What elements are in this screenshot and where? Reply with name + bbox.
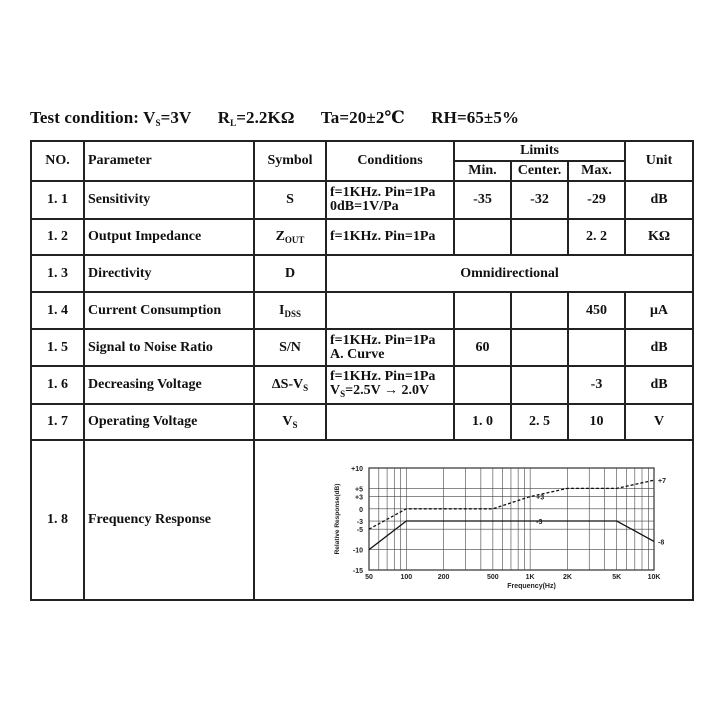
row-unit: V [625,404,693,440]
row-min: 1. 0 [454,404,511,440]
row-unit: dB [625,329,693,366]
y-tick-label: 0 [359,506,363,514]
frequency-response-chart [289,450,693,590]
x-tick-label: 1K [525,574,535,581]
y-tick-label: -5 [356,527,363,535]
row-symbol: S [254,181,326,219]
row-min [454,219,511,255]
row-parameter: Decreasing Voltage [84,366,254,404]
y-tick-label: -15 [352,568,363,575]
x-tick-label: 2K [562,574,572,581]
header-limits: Limits [454,141,625,161]
row-min: 60 [454,329,511,366]
test-condition-rh: RH=65±5% [431,108,520,127]
table-row [31,292,693,329]
row-min: -35 [454,181,511,219]
row-conditions [326,404,454,440]
row-parameter: Signal to Noise Ratio [84,329,254,366]
row-parameter: Output Impedance [84,219,254,255]
table-row [31,440,693,600]
row-parameter: Sensitivity [84,181,254,219]
test-condition [30,108,541,128]
row-center [511,366,568,404]
spec-table [30,140,694,601]
row-max: 450 [568,292,625,329]
row-max: 10 [568,404,625,440]
row-parameter: Operating Voltage [84,404,254,440]
header-no: NO. [31,141,84,181]
row-no: 1. 7 [31,404,84,440]
row-no: 1. 2 [31,219,84,255]
row-min [454,366,511,404]
header-conditions: Conditions [326,141,454,181]
row-symbol: $I_{DSS}$ [254,292,326,329]
row-parameter: Frequency Response [84,440,254,600]
mid-label-upper: +3 [536,494,545,502]
x-tick-label: 50 [365,574,373,581]
table-row [31,219,693,255]
row-directivity-value: Omnidirectional [326,255,693,292]
table-row [31,181,693,219]
row-conditions: f=1KHz. Pin=1Pa 0dB=1V/Pa [326,181,454,219]
header-center: Center. [511,161,568,181]
row-symbol: $\Delta S-V_S$ [254,366,326,404]
row-unit: dB [625,181,693,219]
row-unit: KΩ [625,219,693,255]
row-no: 1. 3 [31,255,84,292]
x-tick-label: 100 [400,574,413,581]
table-row [31,404,693,440]
table-row [31,255,693,292]
row-no: 1. 8 [31,440,84,600]
row-no: 1. 1 [31,181,84,219]
row-parameter: Directivity [84,255,254,292]
row-conditions: f=1KHz. Pin=1Pa [326,219,454,255]
row-min [454,292,511,329]
y-axis-label: Relative Response(dB) [334,483,341,555]
x-tick-label: 500 [487,574,499,581]
row-center: 2. 5 [511,404,568,440]
right-label-upper: +7 [658,478,666,486]
y-tick-label: -10 [352,547,363,555]
row-symbol: S/N [254,329,326,366]
row-unit: μA [625,292,693,329]
row-conditions: f=1KHz. Pin=1Pa $V_S=2.5V \to 2.0V$ [326,366,454,404]
y-tick-label: +10 [351,466,363,473]
header-max: Max. [568,161,625,181]
row-unit: dB [625,366,693,404]
table-row [31,329,693,366]
row-symbol: $V_S$ [254,404,326,440]
plot-frame [369,468,654,570]
row-conditions: f=1KHz. Pin=1Pa A. Curve [326,329,454,366]
row-center [511,219,568,255]
row-symbol: $Z_{OUT}$ [254,219,326,255]
upper-limit-line [369,480,654,529]
header-unit: Unit [625,141,693,181]
row-max: 2. 2 [568,219,625,255]
row-no: 1. 5 [31,329,84,366]
row-max [568,329,625,366]
test-condition-vs: Test condition: $V_S=3V$ [30,108,192,128]
row-symbol: D [254,255,326,292]
header-symbol: Symbol [254,141,326,181]
row-no: 1. 6 [31,366,84,404]
x-axis-label: Frequency(Hz) [507,583,556,590]
y-tick-label: +3 [355,494,363,502]
x-tick-label: 10K [647,574,661,581]
row-parameter: Current Consumption [84,292,254,329]
row-conditions [326,292,454,329]
header-min: Min. [454,161,511,181]
row-no: 1. 4 [31,292,84,329]
y-tick-label: +5 [355,486,363,494]
mid-label-lower: -3 [536,519,543,527]
right-label-lower: -8 [658,539,665,547]
row-center [511,292,568,329]
frequency-response-cell [254,440,693,600]
lower-limit-line [369,521,654,550]
y-tick-label: -3 [356,519,363,527]
test-condition-ta: Ta=20±2℃ [320,108,405,127]
header-parameter: Parameter [84,141,254,181]
row-max: -29 [568,181,625,219]
row-center [511,329,568,366]
row-max: -3 [568,366,625,404]
table-row [31,366,693,404]
x-tick-label: 200 [437,574,450,581]
test-condition-rl: $R_L=2.2K\Omega$ [217,108,295,128]
row-center: -32 [511,181,568,219]
x-tick-label: 5K [612,574,622,581]
